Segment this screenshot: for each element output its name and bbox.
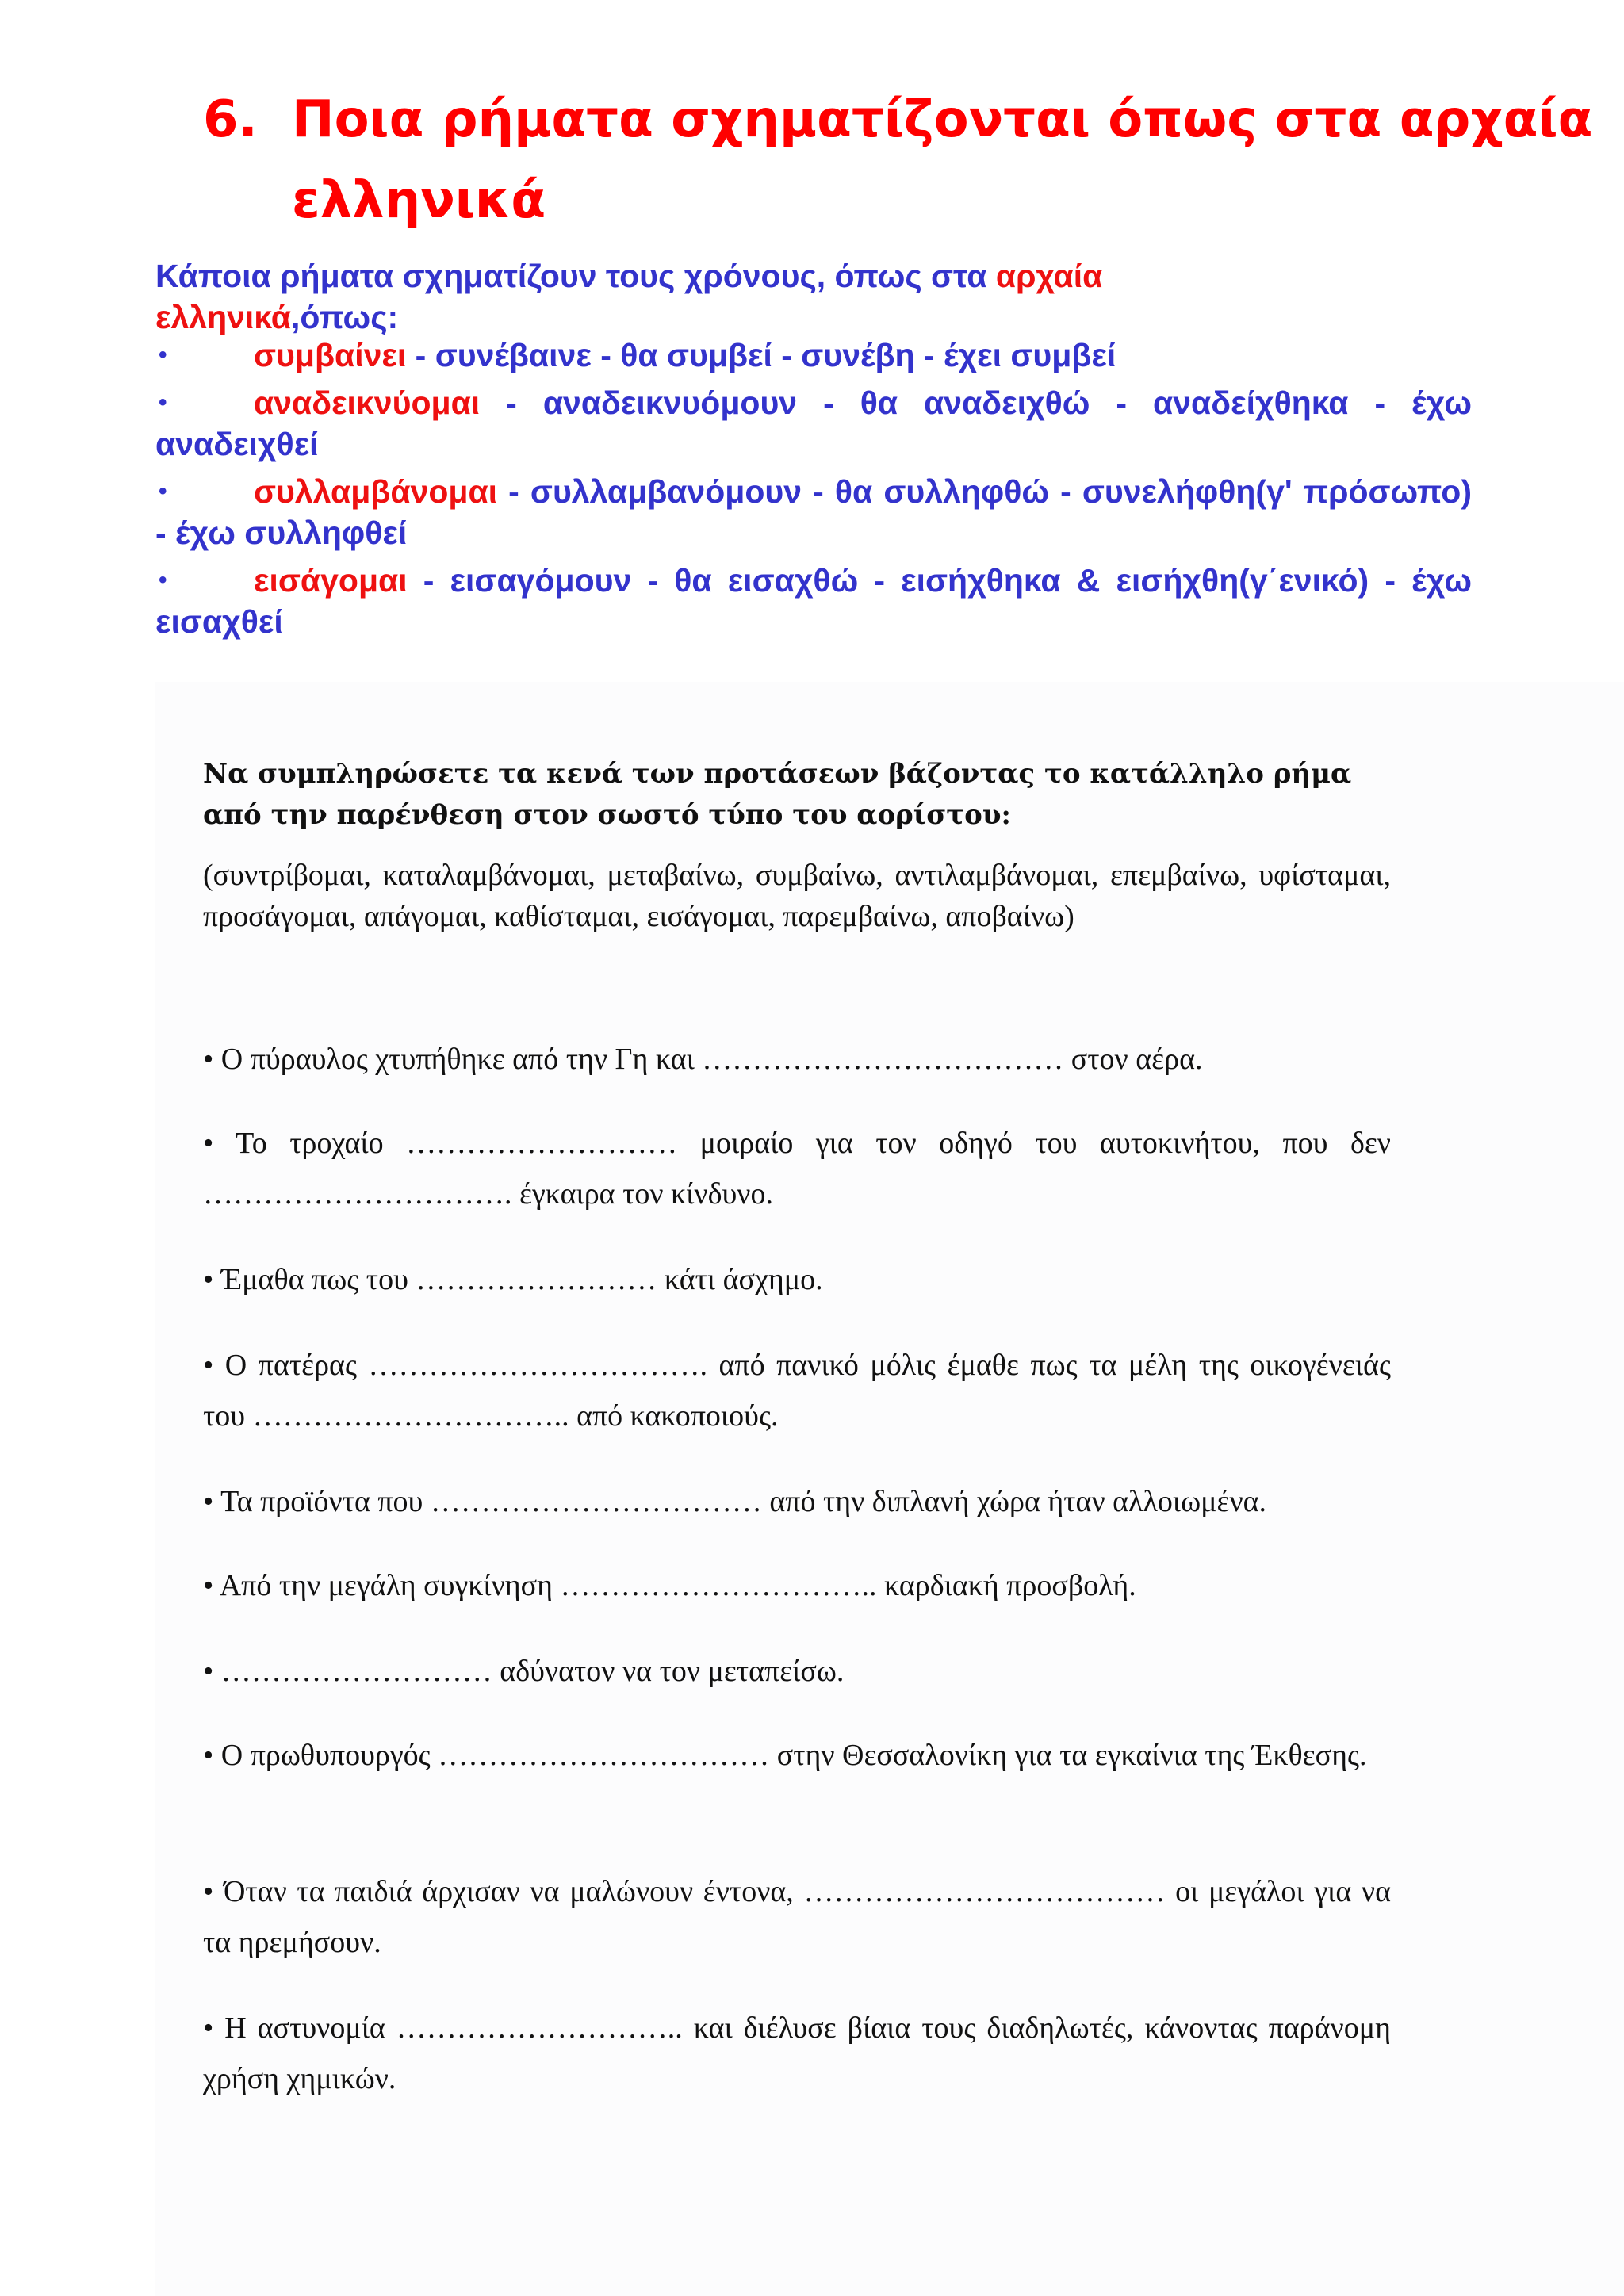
verb-forms: - συλλαμβανόμουν - θα συλληφθώ - συνελήφθη(γ' πρόσωπο) - έχω συλληφθεί [155,473,1472,551]
verb-list-item [155,471,1472,553]
bullet-icon: • [159,478,167,504]
exercise-sentence: • Τα προϊόντα που …………………………… από την διπλανή χώρα ήταν αλλοιωμένα. [203,1485,1267,1518]
verb-list-item [155,560,1472,642]
verb-forms: - συνέβαινε - θα συμβεί - συνέβη - έχει συμβεί [406,337,1116,373]
exercise-sentence: • Ο πύραυλος χτυπήθηκε από την Γη και ……………………………… στον αέρα. [203,1043,1203,1076]
exercise-sentence: • Το τροχαίο ……………………… μοιραίο για τον οδηγό του αυτοκινήτου, που δεν …………………………. έγκαιρα τον κίνδυνο. [203,1127,1391,1211]
exercise-sentence: • Έμαθα πως του …………………… κάτι άσχημο. [203,1263,823,1296]
intro-text-4: ,όπως: [291,299,399,335]
intro-paragraph [155,255,1472,338]
heading-title-line1: Ποια ρήματα σχηματίζονται όπως στα αρχαία [292,90,1593,149]
verb-list-item [155,382,1472,465]
heading-number: 6. [203,90,258,149]
exercise-instructions: Να συμπληρώσετε τα κενά των προτάσεων βάζοντας το κατάλληλο ρήμα από την παρένθεση στον σωστό τύπο του αορίστου: [203,758,1352,831]
exercise-sentence: • Η αστυνομία ……………………….. και διέλυσε βίαια τους διαδηλωτές, κάνοντας παράνομη χρήση χημικών. [203,2011,1391,2095]
verb-present: εισάγομαι [254,562,408,599]
verb-list-item [155,335,1472,376]
verb-present: συλλαμβάνομαι [254,473,498,510]
verb-present: συμβαίνει [254,337,407,373]
verb-list [155,335,1472,649]
verb-present: αναδεικνύομαι [254,385,481,421]
intro-text-3: ελληνικά [155,299,292,335]
intro-text-1: Κάποια ρήματα σχηματίζουν τους χρόνους, όπως στα [155,258,996,294]
bullet-icon: • [159,389,167,415]
intro-text-2: αρχαία [995,258,1103,294]
exercise-sentence: • ……………………… αδύνατον να τον μεταπείσω. [203,1655,845,1688]
verb-forms: - αναδεικνυόμουν - θα αναδειχθώ - αναδείχθηκα - έχω αναδειχθεί [155,385,1472,462]
exercise-sentence: • Από την μεγάλη συγκίνηση ………………………….. καρδιακή προσβολή. [203,1569,1136,1602]
exercise-verb-options: (συντρίβομαι, καταλαμβάνομαι, μεταβαίνω, συμβαίνω, αντιλαμβάνομαι, επεμβαίνω, υφίσταμαι, προσάγομαι, απάγομαι, καθίσταμαι, εισάγομαι, παρεμβαίνω, αποβαίνω) [203,859,1391,933]
heading-title-line2: ελληνικά [292,171,546,230]
exercise-sentence: • Όταν τα παιδιά άρχισαν να μαλώνουν έντονα, ……………………………… οι μεγάλοι για να τα ηρεμήσουν. [203,1875,1391,1959]
bullet-icon: • [159,567,167,593]
bullet-icon: • [159,342,167,368]
exercise-sentence: • Ο πρωθυπουργός …………………………… στην Θεσσαλονίκη για τα εγκαίνια της Έκθεσης. [203,1739,1367,1772]
exercise-sentence: • Ο πατέρας ……………………………. από πανικό μόλις έμαθε πως τα μέλη της οικογένειάς του ………………………….. από κακοποιούς. [203,1349,1391,1433]
verb-forms: - εισαγόμουν - θα εισαχθώ - εισήχθηκα & εισήχθη(γ΄ενικό) - έχω εισαχθεί [155,562,1472,640]
